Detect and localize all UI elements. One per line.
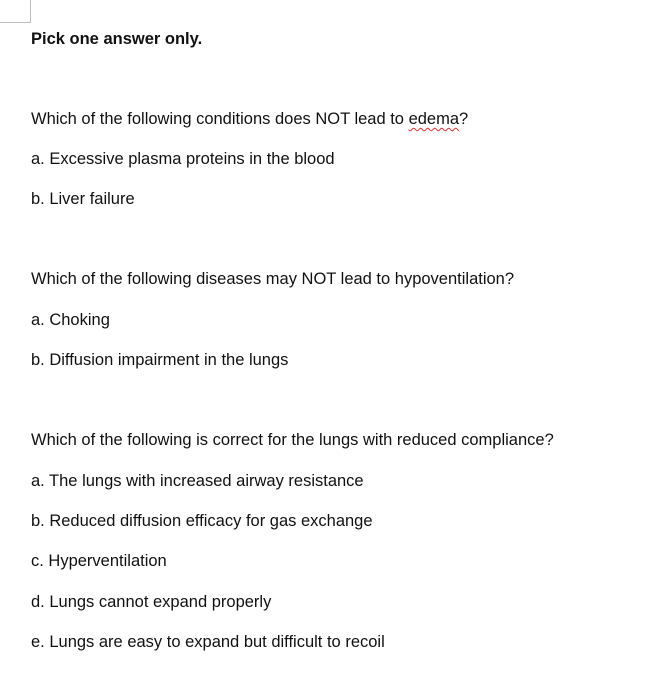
- question-1-option-a: a. Excessive plasma proteins in the blood: [31, 150, 335, 168]
- page-corner-mark: [0, 0, 31, 23]
- question-2-option-b: b. Diffusion impairment in the lungs: [31, 351, 289, 369]
- instruction-text: Pick one answer only.: [31, 30, 203, 48]
- question-3-option-c: c. Hyperventilation: [31, 552, 167, 570]
- question-3-option-b: b. Reduced diffusion efficacy for gas exchange: [31, 512, 373, 530]
- question-1-option-b: b. Liver failure: [31, 190, 135, 208]
- question-3-option-e: e. Lungs are easy to expand but difficult to recoil: [31, 633, 385, 651]
- question-2-text: Which of the following diseases may NOT lead to hypoventilation?: [31, 270, 515, 288]
- question-3-option-a: a. The lungs with increased airway resistance: [31, 472, 364, 490]
- question-1-text: [31, 109, 468, 129]
- misspelled-word[interactable]: edema: [408, 110, 460, 128]
- question-3-text: Which of the following is correct for the lungs with reduced compliance?: [31, 431, 554, 449]
- question-2-option-a: a. Choking: [31, 311, 110, 329]
- question-1-prefix: Which of the following conditions does NOT lead to: [31, 110, 409, 128]
- question-1-suffix: ?: [459, 110, 469, 128]
- question-3-option-d: d. Lungs cannot expand properly: [31, 593, 272, 611]
